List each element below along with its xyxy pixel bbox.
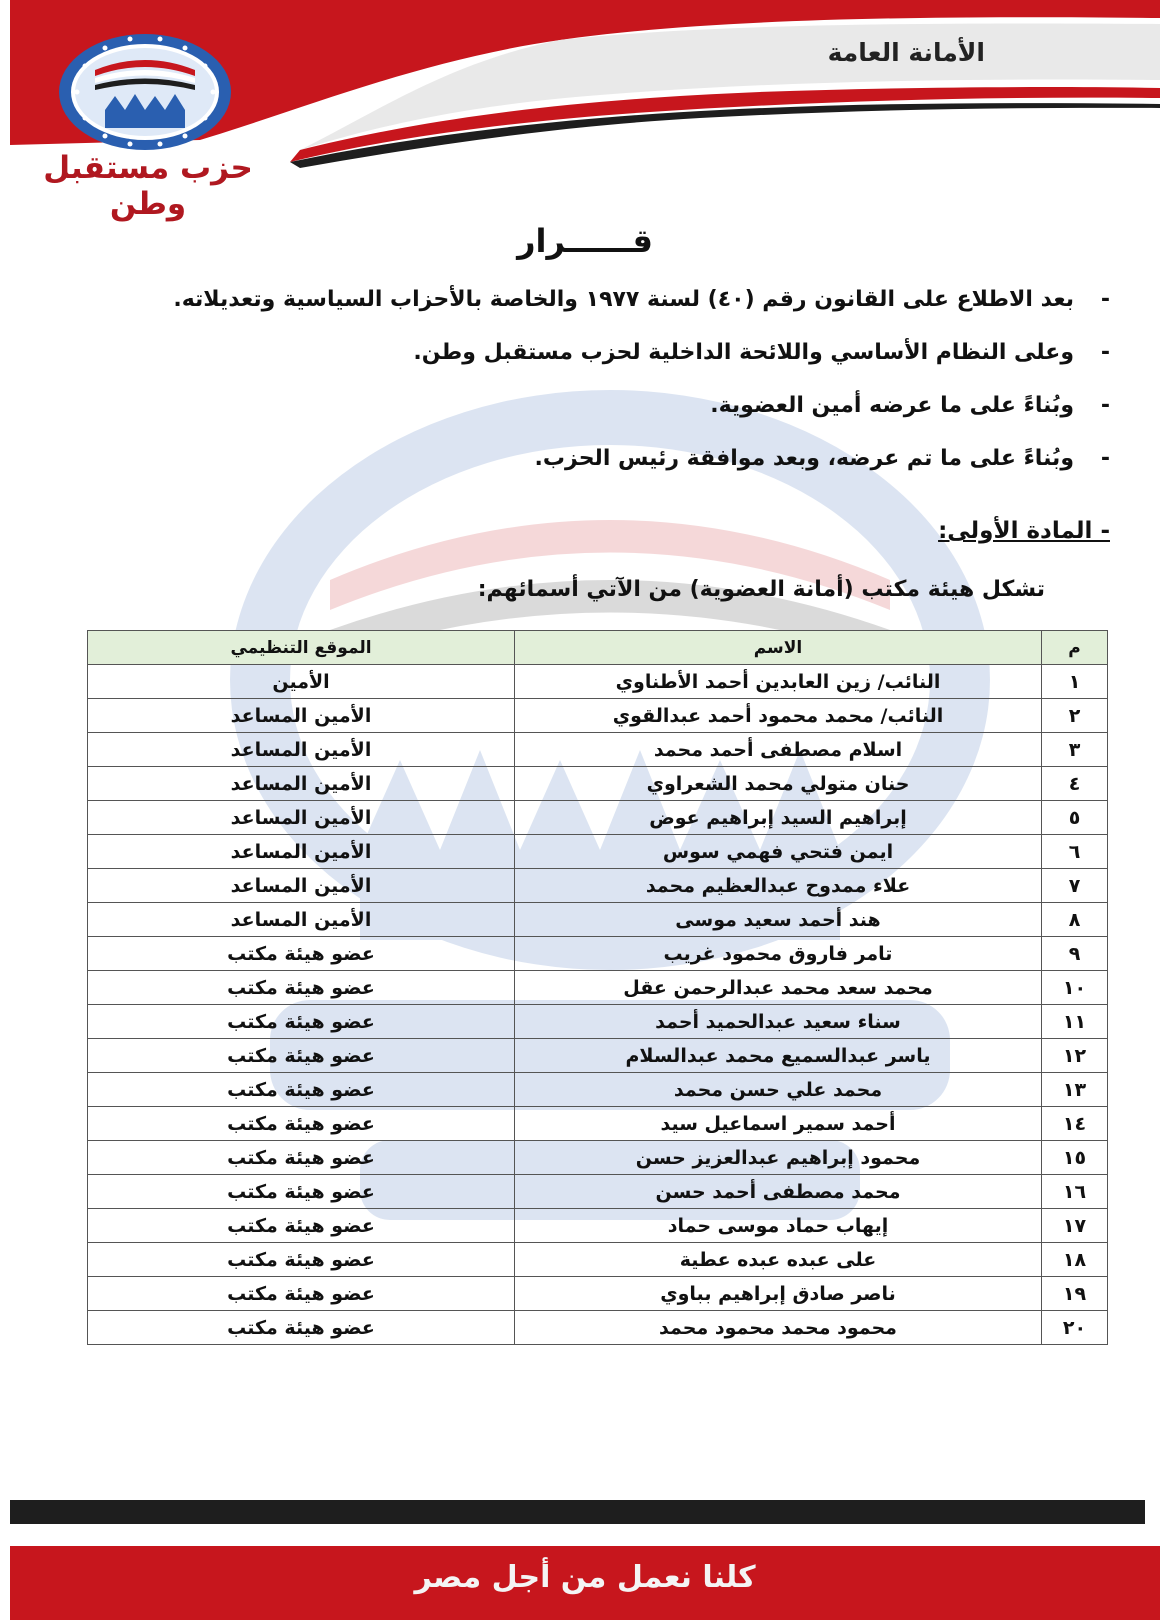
member-name-cell: هند أحمد سعيد موسى (515, 903, 1042, 937)
table-header-row (88, 631, 1108, 665)
clause-marker: - (1100, 446, 1110, 471)
member-role-cell: الأمين (88, 665, 515, 699)
table-row (88, 835, 1108, 869)
formation-line: تشكل هيئة مكتب (أمانة العضوية) من الآتي أسمائهم: (477, 577, 1045, 602)
row-number-cell: ١٣ (1042, 1073, 1108, 1107)
header-role: الموقع التنظيمي (88, 631, 515, 665)
table-row (88, 767, 1108, 801)
row-number-cell: ٢ (1042, 699, 1108, 733)
member-role-cell: الأمين المساعد (88, 801, 515, 835)
row-number-cell: ١٧ (1042, 1209, 1108, 1243)
member-name-cell: النائب/ محمد محمود أحمد عبدالقوي (515, 699, 1042, 733)
member-name-cell: أحمد سمير اسماعيل سيد (515, 1107, 1042, 1141)
member-name-cell: علاء ممدوح عبدالعظيم محمد (515, 869, 1042, 903)
member-role-cell: عضو هيئة مكتب (88, 937, 515, 971)
member-name-cell: إبراهيم السيد إبراهيم عوض (515, 801, 1042, 835)
clause-text: وبُناءً على ما تم عرضه، وبعد موافقة رئيس الحزب. (534, 446, 1074, 471)
clause-item (110, 439, 1110, 492)
row-number-cell: ٥ (1042, 801, 1108, 835)
preamble-clauses (110, 280, 1110, 492)
member-role-cell: عضو هيئة مكتب (88, 1243, 515, 1277)
member-role-cell: الأمين المساعد (88, 767, 515, 801)
clause-item (110, 386, 1110, 439)
decision-title: قــــــرار (517, 222, 653, 260)
members-table (87, 630, 1108, 1345)
member-name-cell: إيهاب حماد موسى حماد (515, 1209, 1042, 1243)
table-row (88, 1243, 1108, 1277)
row-number-cell: ٧ (1042, 869, 1108, 903)
member-name-cell: محمد مصطفى أحمد حسن (515, 1175, 1042, 1209)
member-role-cell: عضو هيئة مكتب (88, 1311, 515, 1345)
member-name-cell: محمود إبراهيم عبدالعزيز حسن (515, 1141, 1042, 1175)
member-name-cell: تامر فاروق محمود غريب (515, 937, 1042, 971)
table-row (88, 1175, 1108, 1209)
member-role-cell: الأمين المساعد (88, 903, 515, 937)
table-row (88, 903, 1108, 937)
member-name-cell: ناصر صادق إبراهيم بباوي (515, 1277, 1042, 1311)
member-role-cell: عضو هيئة مكتب (88, 1005, 515, 1039)
member-name-cell: ايمن فتحي فهمي سوس (515, 835, 1042, 869)
row-number-cell: ٢٠ (1042, 1311, 1108, 1345)
member-role-cell: الأمين المساعد (88, 733, 515, 767)
member-role-cell: عضو هيئة مكتب (88, 1073, 515, 1107)
table-row (88, 937, 1108, 971)
article-heading: - المادة الأولى: (938, 518, 1110, 544)
party-logo (55, 30, 235, 155)
member-role-cell: الأمين المساعد (88, 699, 515, 733)
row-number-cell: ٩ (1042, 937, 1108, 971)
row-number-cell: ١٥ (1042, 1141, 1108, 1175)
clause-text: بعد الاطلاع على القانون رقم (٤٠) لسنة ١٩٧٧ والخاصة بالأحزاب السياسية وتعديلاته. (173, 287, 1074, 312)
table-row (88, 869, 1108, 903)
member-role-cell: عضو هيئة مكتب (88, 971, 515, 1005)
table-row (88, 1107, 1108, 1141)
table-row (88, 699, 1108, 733)
header-num: م (1042, 631, 1108, 665)
member-name-cell: محمد علي حسن محمد (515, 1073, 1042, 1107)
row-number-cell: ١٦ (1042, 1175, 1108, 1209)
row-number-cell: ١١ (1042, 1005, 1108, 1039)
row-number-cell: ١ (1042, 665, 1108, 699)
member-name-cell: سناء سعيد عبدالحميد أحمد (515, 1005, 1042, 1039)
clause-marker: - (1100, 393, 1110, 418)
footer-slogan: كلنا نعمل من أجل مصر (414, 1560, 756, 1595)
header-title: الأمانة العامة (827, 38, 985, 67)
party-name: حزب مستقبل وطن (43, 150, 253, 222)
member-role-cell: عضو هيئة مكتب (88, 1039, 515, 1073)
row-number-cell: ٣ (1042, 733, 1108, 767)
table-row (88, 1039, 1108, 1073)
clause-marker: - (1100, 287, 1110, 312)
table-row (88, 1005, 1108, 1039)
member-name-cell: على عبده عبده عطية (515, 1243, 1042, 1277)
member-role-cell: الأمين المساعد (88, 869, 515, 903)
member-name-cell: اسلام مصطفى أحمد محمد (515, 733, 1042, 767)
clause-item (110, 280, 1110, 333)
table-row (88, 1311, 1108, 1345)
row-number-cell: ١٢ (1042, 1039, 1108, 1073)
member-name-cell: محمود محمد محمود محمد (515, 1311, 1042, 1345)
header-name: الاسم (515, 631, 1042, 665)
row-number-cell: ١٩ (1042, 1277, 1108, 1311)
clause-item (110, 333, 1110, 386)
clause-text: وعلى النظام الأساسي واللائحة الداخلية لحزب مستقبل وطن. (413, 340, 1074, 365)
member-role-cell: عضو هيئة مكتب (88, 1107, 515, 1141)
row-number-cell: ٦ (1042, 835, 1108, 869)
table-row (88, 1141, 1108, 1175)
clause-marker: - (1100, 340, 1110, 365)
table-row (88, 1073, 1108, 1107)
member-name-cell: ياسر عبدالسميع محمد عبدالسلام (515, 1039, 1042, 1073)
footer-dark-band (10, 1500, 1145, 1524)
table-row (88, 971, 1108, 1005)
member-role-cell: عضو هيئة مكتب (88, 1141, 515, 1175)
member-role-cell: عضو هيئة مكتب (88, 1277, 515, 1311)
row-number-cell: ١٨ (1042, 1243, 1108, 1277)
table-row (88, 1277, 1108, 1311)
member-name-cell: النائب/ زين العابدين أحمد الأطناوي (515, 665, 1042, 699)
clause-text: وبُناءً على ما عرضه أمين العضوية. (710, 393, 1074, 418)
row-number-cell: ٤ (1042, 767, 1108, 801)
member-name-cell: محمد سعد محمد عبدالرحمن عقل (515, 971, 1042, 1005)
member-name-cell: حنان متولي محمد الشعراوي (515, 767, 1042, 801)
table-row (88, 733, 1108, 767)
row-number-cell: ١٠ (1042, 971, 1108, 1005)
row-number-cell: ١٤ (1042, 1107, 1108, 1141)
table-row (88, 801, 1108, 835)
row-number-cell: ٨ (1042, 903, 1108, 937)
member-role-cell: عضو هيئة مكتب (88, 1209, 515, 1243)
member-role-cell: الأمين المساعد (88, 835, 515, 869)
table-row (88, 665, 1108, 699)
member-role-cell: عضو هيئة مكتب (88, 1175, 515, 1209)
table-row (88, 1209, 1108, 1243)
